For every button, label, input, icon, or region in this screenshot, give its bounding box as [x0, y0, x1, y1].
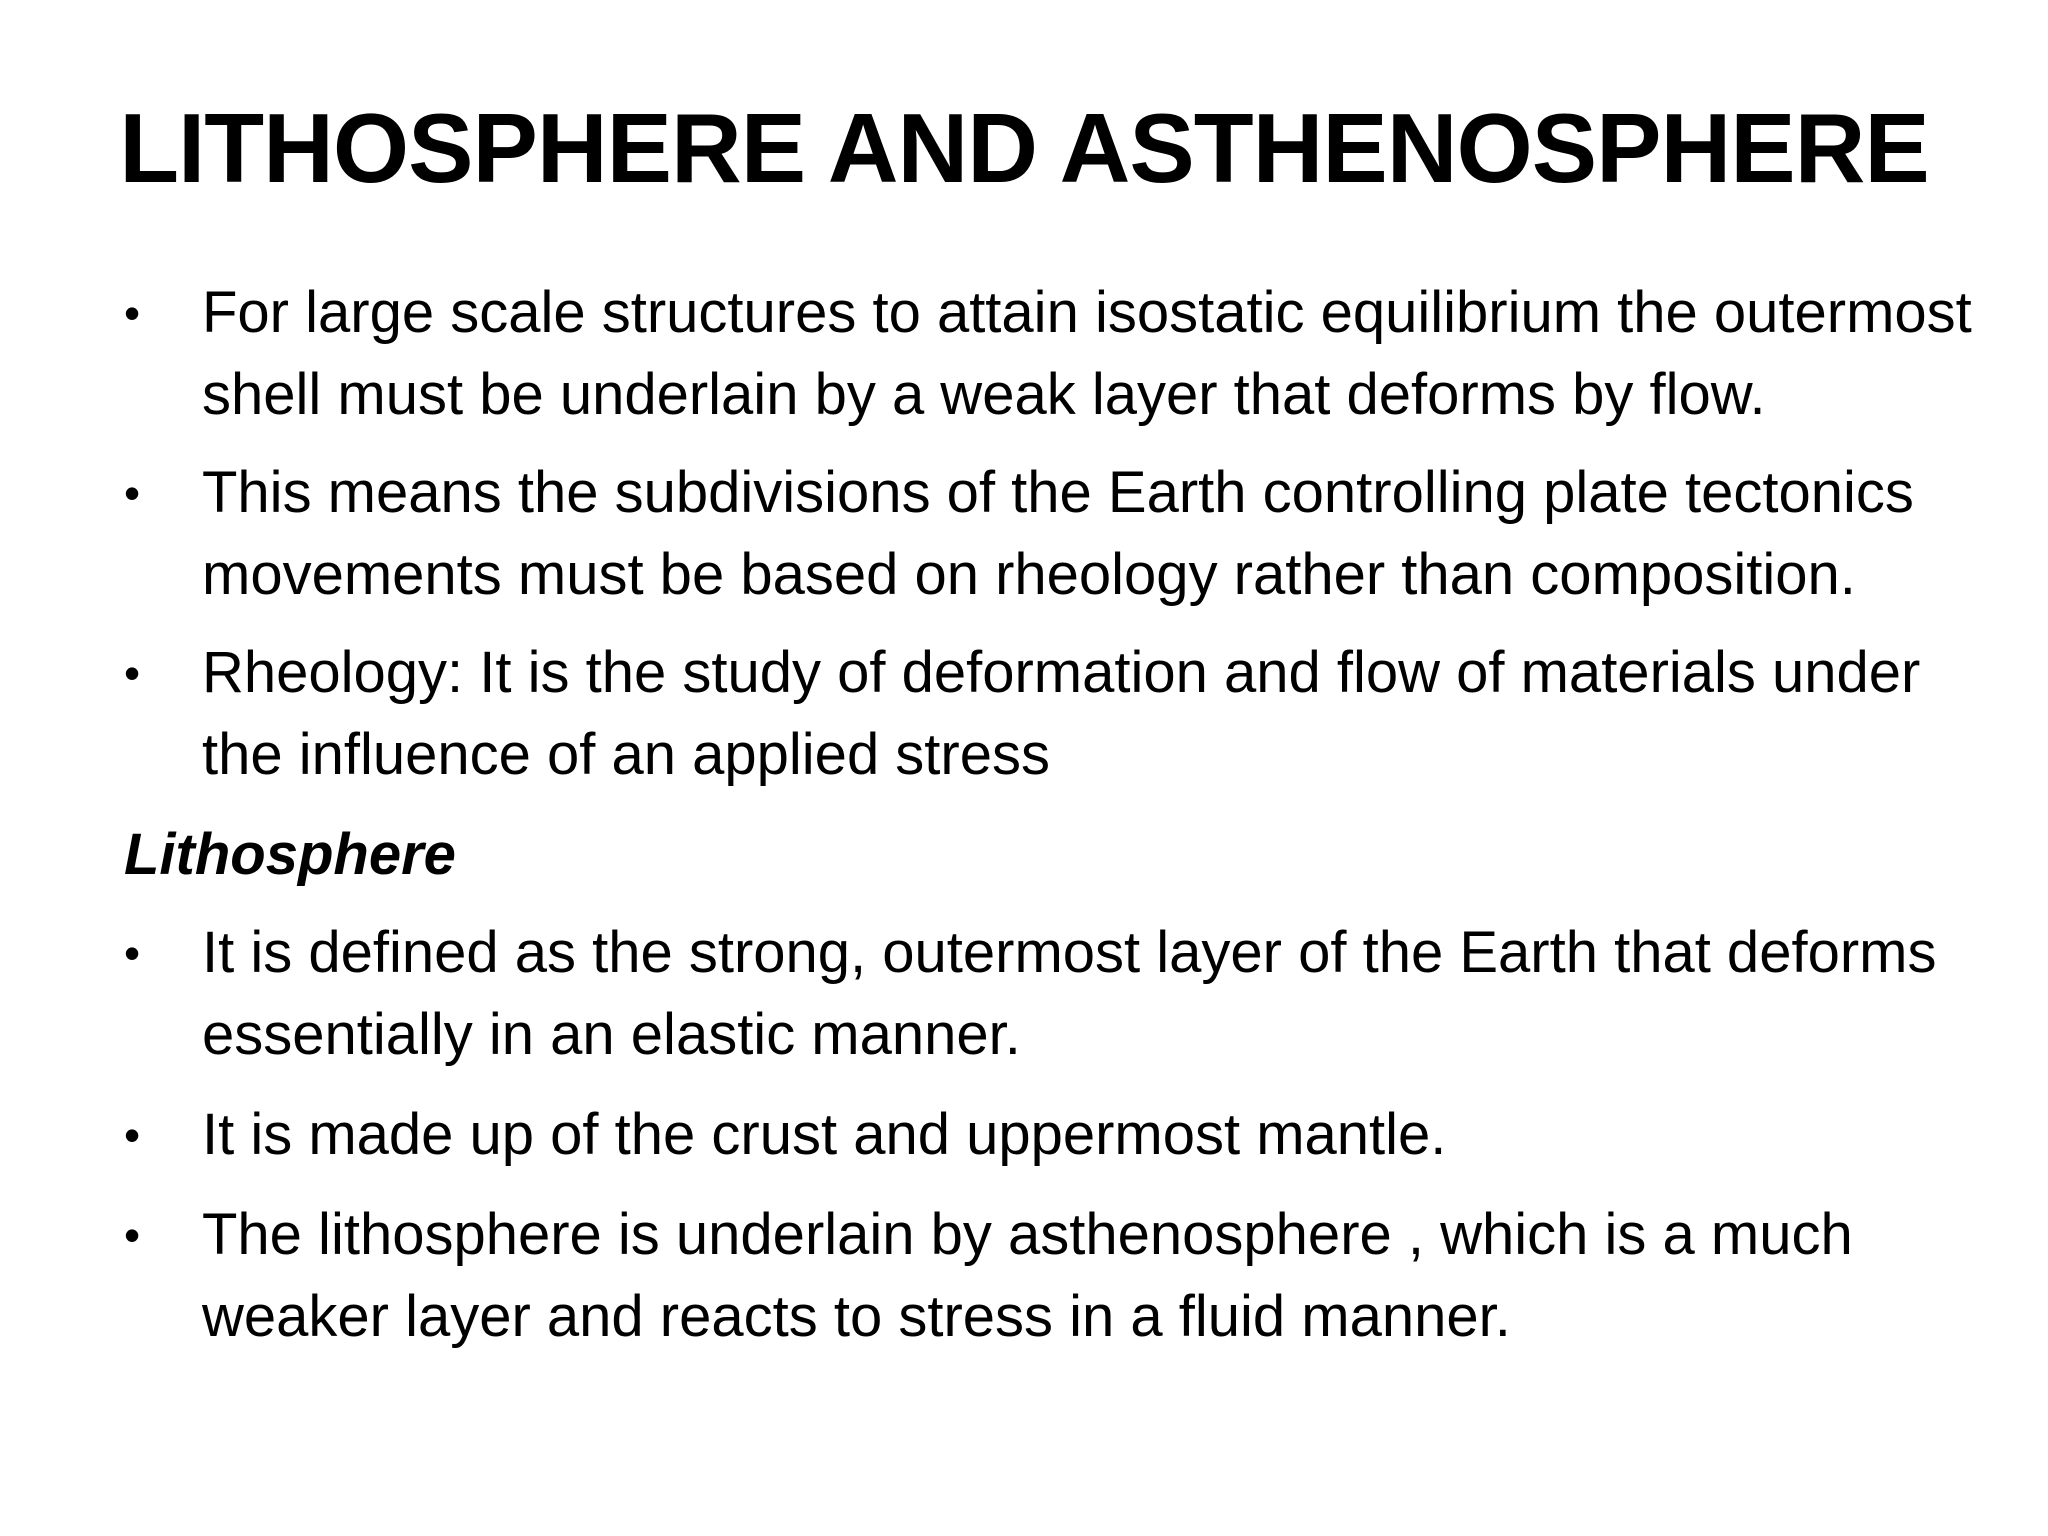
- slide-title: LITHOSPHERE AND ASTHENOSPHERE: [119, 93, 1929, 203]
- bullet-text: The lithosphere is underlain by asthenosphere , which is a much weaker layer and reacts to stress in a fluid manner.: [202, 1202, 1853, 1349]
- bullet-item-isostatic-equilibrium: [124, 272, 2004, 436]
- bullet-icon: •: [124, 287, 141, 339]
- bullet-text: This means the subdivisions of the Earth controlling plate tectonics movements must be based on rheology rather than composition.: [202, 460, 1914, 607]
- bullet-text: It is defined as the strong, outermost layer of the Earth that deforms essentially in an elastic manner.: [202, 920, 1937, 1067]
- bullet-icon: •: [124, 1109, 141, 1161]
- bullet-item-lithosphere-definition: [124, 912, 2004, 1076]
- bullet-text: For large scale structures to attain isostatic equilibrium the outermost shell must be underlain by a weak layer that deforms by flow.: [202, 280, 1972, 427]
- bullet-icon: •: [124, 647, 141, 699]
- bullet-icon: •: [124, 467, 141, 519]
- bullet-icon: •: [124, 1209, 141, 1261]
- bullet-item-rheology-definition: [124, 632, 2004, 796]
- bullet-item-rheology-subdivisions: [124, 452, 2004, 616]
- bullet-item-asthenosphere: [124, 1194, 2004, 1358]
- section-heading-lithosphere: Lithosphere: [124, 822, 456, 887]
- bullet-text: Rheology: It is the study of deformation and flow of materials under the influence of an applied stress: [202, 640, 1921, 787]
- slide-content: [124, 272, 2004, 1358]
- bullet-icon: •: [124, 927, 141, 979]
- bullet-text: It is made up of the crust and uppermost mantle.: [202, 1102, 1447, 1167]
- bullet-item-lithosphere-composition: [124, 1094, 2004, 1176]
